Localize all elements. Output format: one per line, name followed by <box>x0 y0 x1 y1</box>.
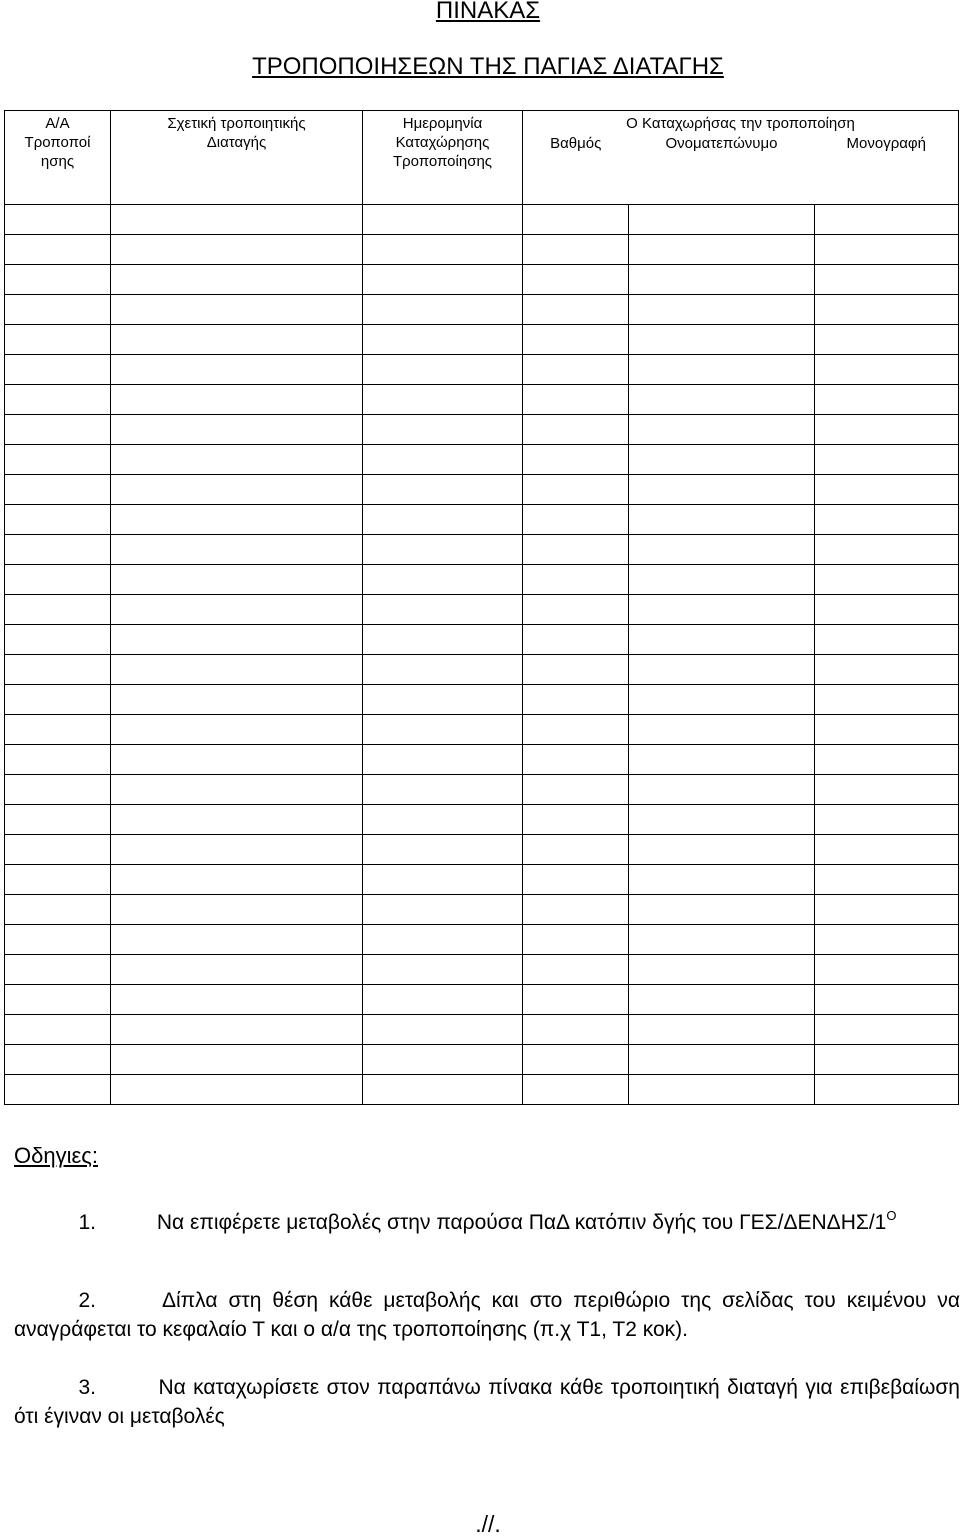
table-row <box>5 445 959 475</box>
table-cell <box>363 445 523 475</box>
table-cell <box>5 955 111 985</box>
table-cell <box>629 505 815 535</box>
table-cell <box>815 775 959 805</box>
table-cell <box>523 955 629 985</box>
table-cell <box>111 475 363 505</box>
table-cell <box>815 895 959 925</box>
table-cell <box>363 985 523 1015</box>
table-cell <box>111 295 363 325</box>
table-cell <box>363 775 523 805</box>
table-cell <box>5 865 111 895</box>
table-cell <box>111 595 363 625</box>
table-cell <box>363 505 523 535</box>
table-cell <box>523 835 629 865</box>
table-cell <box>111 325 363 355</box>
table-cell <box>363 235 523 265</box>
table-cell <box>629 475 815 505</box>
header-date: Ημερομηνία Καταχώρησης Τροποποίησης <box>363 111 523 205</box>
table-cell <box>523 235 629 265</box>
table-cell <box>629 265 815 295</box>
table-row <box>5 925 959 955</box>
table-cell <box>629 535 815 565</box>
table-cell <box>523 595 629 625</box>
table-row <box>5 385 959 415</box>
table-cell <box>111 385 363 415</box>
table-cell <box>523 745 629 775</box>
table-cell <box>629 745 815 775</box>
table-cell <box>815 505 959 535</box>
table-cell <box>111 355 363 385</box>
page-subtitle: ΤΡΟΠΟΠΟΙΗΣΕΩΝ ΤΗΣ ΠΑΓΙΑΣ ΔΙΑΤΑΓΗΣ <box>252 53 724 80</box>
table-body <box>5 205 959 1105</box>
table-row <box>5 505 959 535</box>
table-cell <box>5 1045 111 1075</box>
table-row <box>5 1045 959 1075</box>
table-cell <box>363 1045 523 1075</box>
table-cell <box>629 805 815 835</box>
table-row <box>5 295 959 325</box>
table-row <box>5 595 959 625</box>
table-row <box>5 415 959 445</box>
table-cell <box>5 445 111 475</box>
header-full-name: Ονοματεπώνυμο <box>629 134 815 205</box>
table-cell <box>111 625 363 655</box>
table-cell <box>5 295 111 325</box>
table-cell <box>815 535 959 565</box>
table-cell <box>523 475 629 505</box>
table-cell <box>523 1075 629 1105</box>
table-cell <box>629 1045 815 1075</box>
header-recorder-group: Ο Καταχωρήσας την τροποποίηση <box>523 111 959 134</box>
table-cell <box>363 955 523 985</box>
table-cell <box>363 205 523 235</box>
table-cell <box>815 475 959 505</box>
table-cell <box>815 565 959 595</box>
header-aa: Α/Α Τροποποί ησης <box>5 111 111 205</box>
instruction-text: Δίπλα στη θέση κάθε μεταβολής και στο περιθώριο της σελίδας του κειμένου να αναγράφεται το κεφαλαίο Τ και ο α/α της τροποποίησης (π.χ Τ1, Τ2 κοκ). <box>14 1289 960 1341</box>
table-cell <box>523 355 629 385</box>
table-cell <box>111 205 363 235</box>
table-cell <box>629 655 815 685</box>
table-cell <box>111 865 363 895</box>
table-cell <box>5 745 111 775</box>
table-cell <box>523 625 629 655</box>
table-row <box>5 895 959 925</box>
table-row <box>5 625 959 655</box>
table-cell <box>629 565 815 595</box>
table-cell <box>815 265 959 295</box>
header-rank: Βαθμός <box>523 134 629 205</box>
table-cell <box>815 595 959 625</box>
table-cell <box>815 925 959 955</box>
table-cell <box>523 415 629 445</box>
table-cell <box>523 1015 629 1045</box>
instruction-item <box>14 1201 960 1237</box>
table-row <box>5 205 959 235</box>
table-cell <box>523 865 629 895</box>
table-cell <box>363 745 523 775</box>
table-cell <box>5 205 111 235</box>
table-cell <box>111 535 363 565</box>
table-cell <box>815 385 959 415</box>
table-cell <box>5 355 111 385</box>
table-cell <box>815 445 959 475</box>
table-cell <box>5 775 111 805</box>
table-cell <box>629 355 815 385</box>
table-cell <box>363 1075 523 1105</box>
table-cell <box>111 415 363 445</box>
table-cell <box>111 655 363 685</box>
table-cell <box>629 445 815 475</box>
table-cell <box>363 1015 523 1045</box>
table-cell <box>5 715 111 745</box>
table-cell <box>111 685 363 715</box>
table-cell <box>5 895 111 925</box>
table-row <box>5 835 959 865</box>
table-cell <box>815 1075 959 1105</box>
table-cell <box>5 325 111 355</box>
table-cell <box>629 715 815 745</box>
table-cell <box>815 745 959 775</box>
table-cell <box>363 655 523 685</box>
table-cell <box>629 685 815 715</box>
table-cell <box>111 895 363 925</box>
table-cell <box>523 1045 629 1075</box>
page-title: ΠΙΝΑΚΑΣ <box>435 0 541 24</box>
table-row <box>5 775 959 805</box>
table-cell <box>363 325 523 355</box>
table-cell <box>815 655 959 685</box>
table-cell <box>5 655 111 685</box>
table-cell <box>5 1075 111 1105</box>
table-cell <box>629 595 815 625</box>
instruction-number: 3. <box>78 1376 96 1399</box>
table-cell <box>111 925 363 955</box>
table-cell <box>815 985 959 1015</box>
instruction-text: Να επιφέρετε μεταβολές στην παρούσα ΠαΔ κατόπιν δγής του ΓΕΣ/ΔΕΝΔΗΣ/1 <box>156 1211 887 1234</box>
table-cell <box>363 415 523 445</box>
table-cell <box>815 625 959 655</box>
table-cell <box>815 1015 959 1045</box>
table-cell <box>111 235 363 265</box>
table-row <box>5 1015 959 1045</box>
table-cell <box>815 685 959 715</box>
table-cell <box>5 685 111 715</box>
table-cell <box>629 865 815 895</box>
table-cell <box>815 355 959 385</box>
table-cell <box>815 955 959 985</box>
table-cell <box>629 925 815 955</box>
table-cell <box>111 1045 363 1075</box>
table-cell <box>629 955 815 985</box>
table-cell <box>111 775 363 805</box>
table-row <box>5 265 959 295</box>
table-cell <box>629 205 815 235</box>
header-related-order: Σχετική τροποιητικής Διαταγής <box>111 111 363 205</box>
table-cell <box>629 1075 815 1105</box>
table-cell <box>523 205 629 235</box>
table-cell <box>111 445 363 475</box>
table-row <box>5 655 959 685</box>
table-cell <box>363 865 523 895</box>
table-cell <box>815 835 959 865</box>
table-cell <box>815 325 959 355</box>
table-row <box>5 985 959 1015</box>
table-row <box>5 805 959 835</box>
table-cell <box>629 415 815 445</box>
instruction-number: 1. <box>78 1211 96 1234</box>
table-cell <box>523 385 629 415</box>
table-cell <box>815 715 959 745</box>
table-cell <box>629 325 815 355</box>
table-cell <box>523 265 629 295</box>
table-cell <box>111 1075 363 1105</box>
table-row <box>5 685 959 715</box>
end-mark: .//. <box>475 1511 501 1537</box>
table-cell <box>5 505 111 535</box>
table-cell <box>363 925 523 955</box>
instructions-heading: Οδηγιες: <box>14 1143 99 1168</box>
table-cell <box>111 745 363 775</box>
table-cell <box>523 715 629 745</box>
table-cell <box>111 505 363 535</box>
table-cell <box>815 205 959 235</box>
table-cell <box>815 235 959 265</box>
header-signature: Μονογραφή <box>815 134 959 205</box>
table-cell <box>629 895 815 925</box>
table-cell <box>523 535 629 565</box>
instruction-item <box>14 1373 960 1431</box>
table-cell <box>5 415 111 445</box>
table-cell <box>629 1015 815 1045</box>
table-cell <box>629 835 815 865</box>
table-cell <box>523 925 629 955</box>
table-cell <box>815 805 959 835</box>
table-cell <box>5 235 111 265</box>
table-cell <box>363 355 523 385</box>
table-row <box>5 475 959 505</box>
table-row <box>5 355 959 385</box>
table-cell <box>523 565 629 595</box>
table-row <box>5 745 959 775</box>
table-cell <box>111 985 363 1015</box>
table-cell <box>363 595 523 625</box>
table-cell <box>5 1015 111 1045</box>
table-row <box>5 325 959 355</box>
instruction-superscript: Ο <box>886 1208 897 1223</box>
table-row <box>5 565 959 595</box>
table-cell <box>363 295 523 325</box>
table-cell <box>5 835 111 865</box>
amendments-table <box>4 110 959 1105</box>
table-cell <box>363 895 523 925</box>
table-cell <box>111 265 363 295</box>
table-cell <box>363 835 523 865</box>
table-row <box>5 865 959 895</box>
table-row <box>5 1075 959 1105</box>
table-cell <box>629 985 815 1015</box>
table-cell <box>523 775 629 805</box>
table-cell <box>629 235 815 265</box>
table-cell <box>523 325 629 355</box>
table-cell <box>5 625 111 655</box>
table-cell <box>363 535 523 565</box>
table-cell <box>629 625 815 655</box>
table-cell <box>5 475 111 505</box>
instruction-number: 2. <box>78 1289 96 1312</box>
table-cell <box>363 715 523 745</box>
table-row <box>5 715 959 745</box>
table-cell <box>629 775 815 805</box>
table-cell <box>5 805 111 835</box>
table-cell <box>523 985 629 1015</box>
table-cell <box>523 685 629 715</box>
table-cell <box>815 865 959 895</box>
table-cell <box>111 835 363 865</box>
table-cell <box>363 475 523 505</box>
table-cell <box>111 715 363 745</box>
table-row <box>5 535 959 565</box>
table-cell <box>523 445 629 475</box>
table-cell <box>5 985 111 1015</box>
table-cell <box>111 1015 363 1045</box>
table-cell <box>815 295 959 325</box>
table-cell <box>111 565 363 595</box>
table-cell <box>523 655 629 685</box>
table-cell <box>5 595 111 625</box>
table-cell <box>523 895 629 925</box>
table-cell <box>523 295 629 325</box>
table-row <box>5 235 959 265</box>
table-cell <box>815 415 959 445</box>
table-cell <box>111 805 363 835</box>
table-cell <box>523 805 629 835</box>
table-cell <box>363 625 523 655</box>
table-cell <box>363 385 523 415</box>
table-cell <box>5 535 111 565</box>
table-cell <box>5 925 111 955</box>
table-cell <box>111 955 363 985</box>
instruction-text: Να καταχωρίσετε στον παραπάνω πίνακα κάθε τροποιητική διαταγή για επιβεβαίωση ότι έγιναν οι μεταβολές <box>14 1376 960 1428</box>
table-cell <box>5 565 111 595</box>
table-cell <box>5 265 111 295</box>
table-cell <box>363 685 523 715</box>
instruction-item <box>14 1286 960 1344</box>
table-cell <box>815 1045 959 1075</box>
table-cell <box>363 805 523 835</box>
table-cell <box>629 295 815 325</box>
table-cell <box>629 385 815 415</box>
table-cell <box>523 505 629 535</box>
table-cell <box>363 565 523 595</box>
table-row <box>5 955 959 985</box>
table-cell <box>363 265 523 295</box>
table-cell <box>5 385 111 415</box>
